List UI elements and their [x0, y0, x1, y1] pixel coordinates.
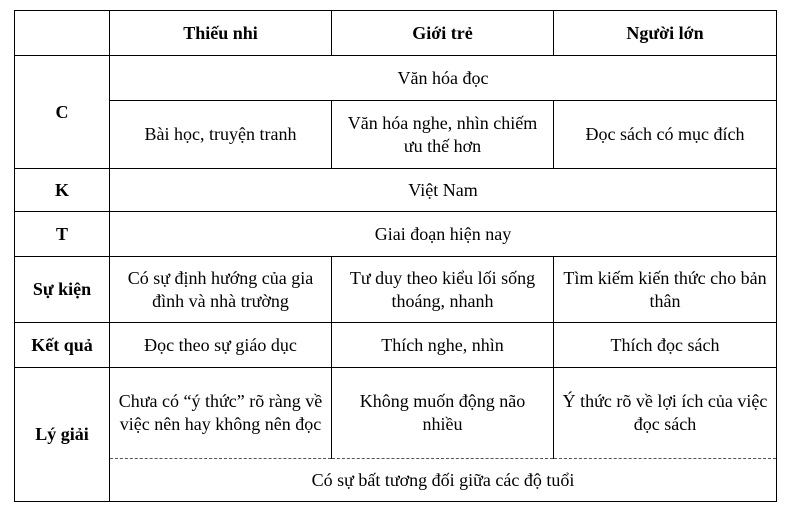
table-row-explain-top	[15, 368, 777, 459]
row-label-event: Sự kiện	[15, 257, 110, 323]
header-children: Thiếu nhi	[110, 11, 332, 56]
table-row-event	[15, 257, 777, 323]
row-label-k: K	[15, 169, 110, 212]
header-youth: Giới trẻ	[332, 11, 554, 56]
cell-explain-children: Chưa có “ý thức” rõ ràng về việc nên hay không nên đọc	[110, 368, 332, 459]
table-row-t	[15, 212, 777, 257]
table-row-k	[15, 169, 777, 212]
cell-t-merged: Giai đoạn hiện nay	[110, 212, 777, 257]
table-row-c-bottom	[15, 101, 777, 169]
cell-event-children: Có sự định hướng của gia đình và nhà trường	[110, 257, 332, 323]
table-row-result	[15, 323, 777, 368]
cell-event-youth: Tư duy theo kiểu lối sống thoáng, nhanh	[332, 257, 554, 323]
cell-c-merged: Văn hóa đọc	[110, 56, 777, 101]
table-row-explain-bottom	[15, 459, 777, 502]
cell-explain-youth: Không muốn động não nhiều	[332, 368, 554, 459]
row-label-result: Kết quả	[15, 323, 110, 368]
header-corner-cell	[15, 11, 110, 56]
comparison-table	[14, 10, 777, 502]
cell-c-adults: Đọc sách có mục đích	[554, 101, 777, 169]
cell-explain-adults: Ý thức rõ về lợi ích của việc đọc sách	[554, 368, 777, 459]
header-adults: Người lớn	[554, 11, 777, 56]
cell-result-adults: Thích đọc sách	[554, 323, 777, 368]
cell-explain-merged: Có sự bất tương đối giữa các độ tuổi	[110, 459, 777, 502]
header-row	[15, 11, 777, 56]
cell-c-children: Bài học, truyện tranh	[110, 101, 332, 169]
cell-c-youth: Văn hóa nghe, nhìn chiếm ưu thế hơn	[332, 101, 554, 169]
cell-result-youth: Thích nghe, nhìn	[332, 323, 554, 368]
row-label-c: C	[15, 56, 110, 169]
table-row-c-top	[15, 56, 777, 101]
cell-result-children: Đọc theo sự giáo dục	[110, 323, 332, 368]
cell-event-adults: Tìm kiếm kiến thức cho bản thân	[554, 257, 777, 323]
cell-k-merged: Việt Nam	[110, 169, 777, 212]
row-label-t: T	[15, 212, 110, 257]
row-label-explain: Lý giải	[15, 368, 110, 502]
